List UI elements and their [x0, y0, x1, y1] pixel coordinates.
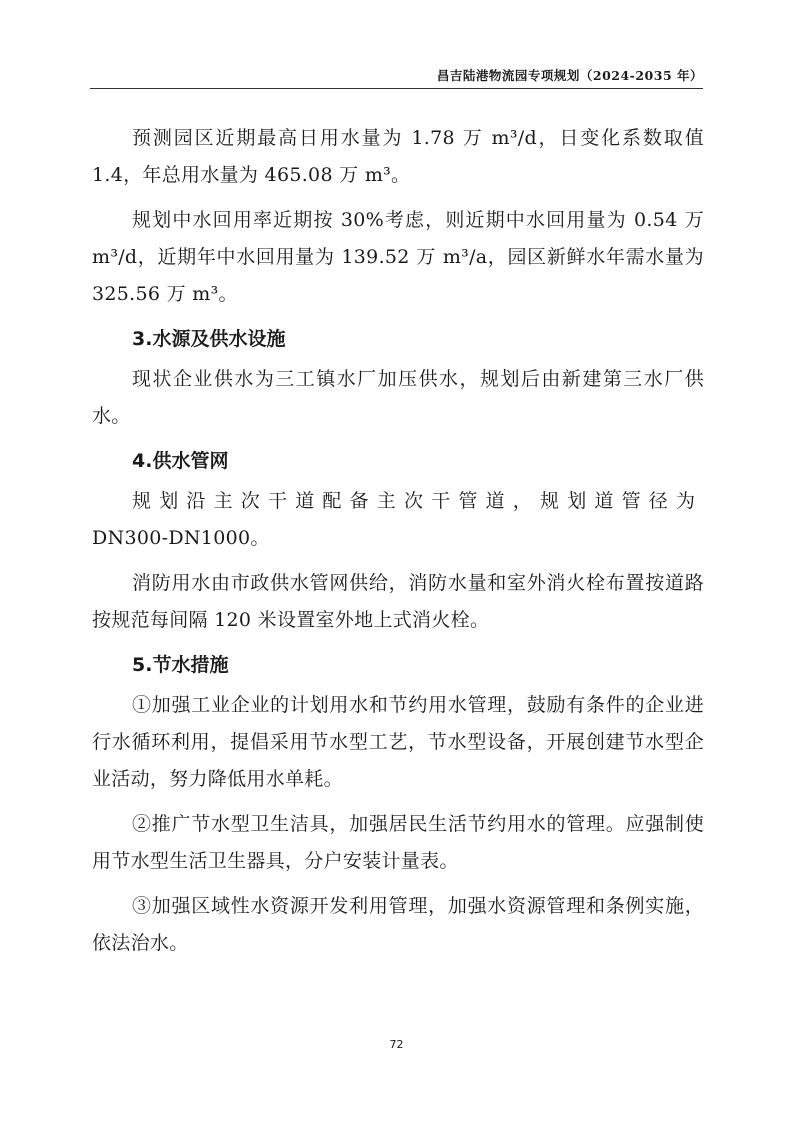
- page-number: 72: [389, 1038, 404, 1051]
- running-header: 昌吉陆港物流园专项规划（2024-2035 年）: [436, 68, 703, 83]
- heading-water-source: 3.水源及供水设施: [132, 328, 286, 350]
- paragraph-measure-3: ③加强区域性水资源开发利用管理，加强水资源管理和条例实施，依法治水。: [92, 895, 704, 954]
- paragraph-reclaimed-water: 规划中水回用率近期按 30%考虑，则近期中水回用量为 0.54 万 m³/d，近期年中水回用量为 139.52 万 m³/a，园区新鲜水年需水量为 325.56 万 m³。: [92, 209, 704, 305]
- pipe-network-line-1: 规划沿主次干道配备主次干管道，规划道管径为: [132, 490, 704, 512]
- heading-water-saving: 5.节水措施: [132, 654, 229, 676]
- pipe-network-line-2: DN300-DN1000。: [92, 527, 270, 549]
- paragraph-measure-2: ②推广节水型卫生洁具，加强居民生活节约用水的管理。应强制使用节水型生活卫生器具，分户安装计量表。: [92, 813, 704, 872]
- paragraph-water-source: 现状企业供水为三工镇水厂加压供水，规划后由新建第三水厂供水。: [92, 368, 704, 427]
- paragraph-measure-1: ①加强工业企业的计划用水和节约用水管理，鼓励有条件的企业进行水循环利用，提倡采用节水型工艺，节水型设备，开展创建节水型企业活动，努力降低用水单耗。: [92, 694, 704, 790]
- heading-water-supply-network: 4.供水管网: [132, 450, 229, 472]
- paragraph-pipe-network: [92, 483, 704, 557]
- paragraph-fire-water: 消防用水由市政供水管网供给，消防水量和室外消火栓布置按道路按规范每间隔 120 米设置室外地上式消火栓。: [92, 572, 704, 631]
- document-body: [92, 120, 704, 970]
- header-rule: [90, 88, 703, 89]
- paragraph-water-demand-forecast: 预测园区近期最高日用水量为 1.78 万 m³/d，日变化系数取值 1.4，年总用水量为 465.08 万 m³。: [92, 127, 704, 186]
